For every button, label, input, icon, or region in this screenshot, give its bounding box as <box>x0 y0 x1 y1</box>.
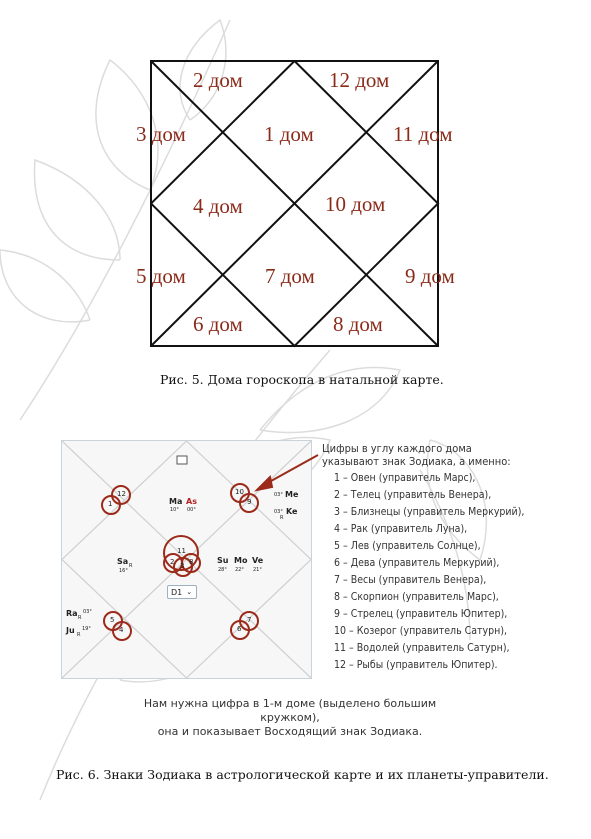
sign-list-item: 2 – Телец (управитель Венера), <box>334 489 492 501</box>
sign-list-item: 5 – Лев (управитель Солнце), <box>334 540 481 552</box>
sign-list-item: 12 – Рыбы (управитель Юпитер). <box>334 659 498 671</box>
planet-saturn-retro: R <box>129 563 133 569</box>
planet-saturn-degree: 16° <box>119 568 128 574</box>
sign-list-item: 3 – Близнецы (управитель Меркурий), <box>334 506 525 518</box>
house-label-10: 10 дом <box>325 192 386 216</box>
sign-list-item: 10 – Козерог (управитель Сатурн), <box>334 625 508 637</box>
sign-list <box>334 470 524 674</box>
sign-number-12: 12 <box>117 490 126 498</box>
figure-5-caption: Рис. 5. Дома гороскопа в натальной карте. <box>160 372 444 387</box>
planet-mercury: Me <box>285 490 299 499</box>
figure-6-caption: Рис. 6. Знаки Зодиака в астрологической карте и их планеты-управители. <box>56 767 549 782</box>
sign-list-item: 7 – Весы (управитель Венера), <box>334 574 487 586</box>
house-label-4: 4 дом <box>193 194 243 218</box>
sign-number-11: 11 <box>177 547 186 555</box>
explanation-line-2: она и показывает Восходящий знак Зодиака. <box>157 725 423 738</box>
house-label-6: 6 дом <box>193 312 243 336</box>
sign-list-item: 8 – Скорпион (управитель Марс), <box>334 591 499 603</box>
house-label-1: 1 дом <box>264 122 314 146</box>
planet-venus: Ve <box>252 556 264 565</box>
sign-number-2: 2 <box>170 558 175 566</box>
planet-sun: Su <box>217 556 229 565</box>
planet-mars-degree: 10° <box>170 507 179 513</box>
planet-mars: Ma <box>169 497 183 506</box>
chart-division-select[interactable] <box>167 585 197 599</box>
sign-number-1: 1 <box>108 500 113 508</box>
sign-number-6: 6 <box>237 625 242 633</box>
house-label-8: 8 дом <box>333 312 383 336</box>
sign-list-item: 9 – Стрелец (управитель Юпитер), <box>334 608 508 620</box>
sign-list-item: 6 – Дева (управитель Меркурий), <box>334 557 500 569</box>
planet-ketu-degree: 03° <box>274 509 283 515</box>
planet-rahu-retro: R <box>78 615 82 621</box>
sign-number-3: 3 <box>180 562 185 570</box>
sign-number-10: 10 <box>235 488 244 496</box>
house-label-7: 7 дом <box>265 264 315 288</box>
note-title-line-2: указывают знак Зодиака, а именно: <box>322 455 511 468</box>
sign-number-7: 7 <box>247 616 252 624</box>
sign-number-9: 9 <box>247 498 252 506</box>
planet-rahu: Ra <box>66 609 78 618</box>
planet-jupiter: Ju <box>66 626 75 635</box>
select-value: D1 <box>171 587 183 597</box>
planet-rahu-degree: 03° <box>83 609 92 615</box>
planet-jupiter-degree: 19° <box>82 626 91 632</box>
house-label-2: 2 дом <box>193 68 243 92</box>
planet-moon: Mo <box>234 556 248 565</box>
planet-saturn: Sa <box>117 557 129 566</box>
planet-ketu: Ke <box>286 507 298 516</box>
ascendant: As <box>186 497 197 506</box>
planet-mercury-degree: 03° <box>274 492 283 498</box>
house-label-5: 5 дом <box>136 264 186 288</box>
house-label-12: 12 дом <box>329 68 390 92</box>
house-label-3: 3 дом <box>136 122 186 146</box>
planet-venus-degree: 21° <box>253 567 262 573</box>
sign-number-4: 4 <box>119 626 124 634</box>
chevron-down-icon: ⌄ <box>186 588 193 596</box>
sign-number-8: 8 <box>189 558 194 566</box>
sign-number-5: 5 <box>110 616 115 624</box>
explanation-line-1: Нам нужна цифра в 1-м доме (выделено большим кружком), <box>143 697 437 724</box>
ascendant-degree: 00° <box>187 507 196 513</box>
sign-list-item: 1 – Овен (управитель Марс), <box>334 472 476 484</box>
sign-list-item: 4 – Рак (управитель Луна), <box>334 523 468 535</box>
planet-jupiter-retro: R <box>77 632 81 638</box>
ascendant-explanation <box>120 697 460 739</box>
planet-ketu-retro: R <box>280 515 284 521</box>
sign-list-item: 11 – Водолей (управитель Сатурн), <box>334 642 510 654</box>
planet-sun-degree: 28° <box>218 567 227 573</box>
planet-moon-degree: 22° <box>235 567 244 573</box>
note-title-line-1: Цифры в углу каждого дома <box>322 442 472 455</box>
house-label-9: 9 дом <box>405 264 455 288</box>
sign-notes <box>322 440 524 674</box>
house-label-11: 11 дом <box>393 122 453 146</box>
